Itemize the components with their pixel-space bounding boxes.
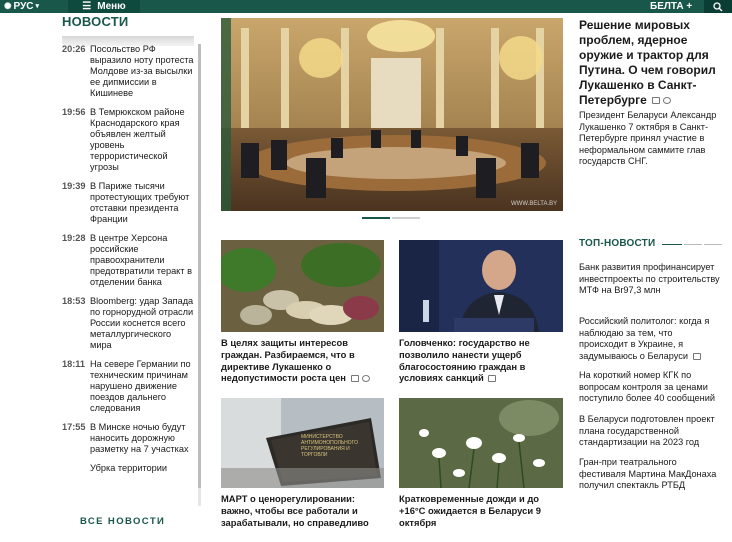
search-button[interactable] bbox=[704, 0, 732, 13]
hero-slider-dots[interactable] bbox=[362, 217, 420, 219]
news-list[interactable] bbox=[62, 44, 194, 506]
news-text[interactable]: В Темрюкском районе Краснодарского края объявлен желтый уровень террористической угрозы bbox=[90, 107, 185, 172]
video-icon bbox=[362, 375, 370, 382]
globe-icon: ✺ bbox=[4, 1, 12, 11]
menu-button[interactable] bbox=[68, 0, 140, 13]
speaker-photo bbox=[399, 240, 563, 332]
photo-icon bbox=[351, 375, 359, 382]
news-text[interactable]: В Париже тысячи протестующих требуют отставки президента Франции bbox=[90, 181, 190, 224]
card-image-ministry-sign[interactable] bbox=[221, 398, 384, 488]
photo-icon bbox=[488, 375, 496, 382]
news-text[interactable]: На севере Германии по техническим причинам нарушено движение поездов дальнего следования bbox=[90, 359, 191, 413]
top-news-item[interactable]: Банк развития профинансирует инвестпроекты по строительству МТФ на Br97,3 млн bbox=[579, 262, 720, 295]
card-caption[interactable] bbox=[221, 493, 386, 528]
slider-dot[interactable] bbox=[392, 217, 420, 219]
news-sidebar bbox=[62, 14, 200, 542]
news-time bbox=[62, 463, 86, 474]
photo-icon bbox=[693, 353, 701, 360]
card-caption-text[interactable]: В целях защиты интересов граждан. Разбираемся, что в директиве Лукашенко о недопустимости роста цен bbox=[221, 337, 355, 384]
news-time: 19:39 bbox=[62, 181, 86, 191]
card-caption[interactable] bbox=[399, 493, 565, 528]
vegetables-photo bbox=[221, 240, 384, 332]
card-image-flowers[interactable] bbox=[399, 398, 563, 488]
menu-label: Меню bbox=[97, 1, 126, 12]
news-text[interactable]: Убрка территории bbox=[90, 463, 168, 473]
all-news-link[interactable]: ВСЕ НОВОСТИ bbox=[80, 516, 166, 527]
card-caption-text[interactable]: Кратковременные дожди и до +16°С ожидается в Беларуси 9 октября bbox=[399, 493, 541, 528]
news-item[interactable] bbox=[62, 181, 194, 225]
news-item[interactable] bbox=[62, 233, 194, 288]
hero-watermark: WWW.BELTA.BY bbox=[511, 201, 558, 207]
language-switcher[interactable] bbox=[4, 0, 39, 13]
news-text[interactable]: В Минске ночью будут наносить дорожную разметку на 7 участках bbox=[90, 422, 189, 454]
search-icon bbox=[713, 2, 723, 12]
news-scrollbar[interactable] bbox=[198, 44, 201, 506]
top-news-item[interactable]: В Беларуси подготовлен проект плана государственной стандартизации на 2023 год bbox=[579, 414, 715, 447]
media-icons bbox=[351, 375, 370, 382]
media-icons bbox=[652, 97, 671, 104]
hamburger-icon: ☰ bbox=[82, 1, 92, 12]
ministry-sign-text: МИНИСТЕРСТВО АНТИМОНОПОЛЬНОГО РЕГУЛИРОВАНИЯ И ТОРГОВЛИ bbox=[301, 434, 358, 458]
news-bottom-fade bbox=[62, 490, 194, 510]
news-time: 20:26 bbox=[62, 44, 86, 54]
news-text[interactable]: В центре Херсона российские правоохранители предотвратили теракт в отделении банка bbox=[90, 233, 192, 287]
news-section-title: НОВОСТИ bbox=[62, 14, 129, 29]
hero-headline-text[interactable]: Решение мировых проблем, ядерное оружие и трактор для Путина. О чем говорил Лукашенко в Санкт-Петербурге bbox=[579, 18, 716, 107]
news-item[interactable] bbox=[62, 359, 194, 414]
news-time: 18:53 bbox=[62, 296, 86, 306]
summit-hall-photo bbox=[221, 18, 563, 211]
card-caption-text[interactable]: МАРТ о ценорегулировании: важно, чтобы все работали и зарабатывали, но справедливо bbox=[221, 493, 369, 528]
top-news-item[interactable]: На короткий номер КГК по вопросам контроля за ценами поступило более 40 сообщений bbox=[579, 370, 715, 403]
news-item[interactable] bbox=[62, 44, 194, 99]
top-news-title: ТОП-НОВОСТИ bbox=[579, 238, 656, 249]
language-label: РУС bbox=[13, 1, 34, 12]
card-image-vegetables[interactable] bbox=[221, 240, 384, 332]
card-caption-text[interactable]: Головченко: государство не позволило нанести ущерб благосостоянию граждан в условиях санкций bbox=[399, 337, 530, 384]
news-item[interactable] bbox=[62, 296, 194, 351]
hero-headline[interactable] bbox=[579, 18, 719, 108]
card-caption[interactable] bbox=[399, 337, 567, 384]
news-text[interactable]: Bloomberg: удар Запада по горнорудной отрасли России коснется всего металлургического мира bbox=[90, 296, 194, 350]
media-icons bbox=[488, 375, 496, 382]
top-news-text[interactable]: Российский политолог: когда я наблюдаю за тем, что происходит в Украине, я задумываюсь о Беларуси bbox=[579, 316, 710, 361]
news-item[interactable] bbox=[62, 422, 194, 455]
top-bar bbox=[0, 0, 732, 13]
news-time: 17:55 bbox=[62, 422, 86, 432]
card-image-speaker[interactable] bbox=[399, 240, 563, 332]
news-time: 19:28 bbox=[62, 233, 86, 243]
news-item[interactable] bbox=[62, 107, 194, 173]
news-text[interactable]: Посольство РФ выразило ноту протеста Молдове из-за высылки ее дипмиссии в Кишиневе bbox=[90, 44, 194, 98]
belta-plus-link[interactable]: БЕЛТА + bbox=[650, 1, 693, 12]
top-news-item[interactable] bbox=[579, 316, 721, 362]
chevron-down-icon: ▾ bbox=[35, 3, 40, 10]
media-icons bbox=[693, 353, 701, 360]
video-icon bbox=[663, 97, 671, 104]
news-item[interactable] bbox=[62, 463, 194, 474]
news-scrollbar-thumb[interactable] bbox=[198, 44, 201, 488]
news-time: 18:11 bbox=[62, 359, 85, 369]
card-caption[interactable] bbox=[221, 337, 386, 384]
top-news-divider bbox=[684, 244, 702, 245]
flowers-photo bbox=[399, 398, 563, 488]
top-news-divider bbox=[704, 244, 722, 245]
news-time: 19:56 bbox=[62, 107, 86, 117]
slider-dot-active[interactable] bbox=[362, 217, 390, 219]
top-news-divider bbox=[662, 244, 682, 245]
top-news-item[interactable]: Гран-при театрального фестиваля Мартина МакДонаха получил спектакль РТБД bbox=[579, 457, 717, 490]
photo-icon bbox=[652, 97, 660, 104]
hero-image[interactable] bbox=[221, 18, 563, 211]
hero-lead: Президент Беларуси Александр Лукашенко 7 октября в Санкт-Петербурге принял участие в неформальном саммите глав государств СНГ. bbox=[579, 110, 717, 166]
